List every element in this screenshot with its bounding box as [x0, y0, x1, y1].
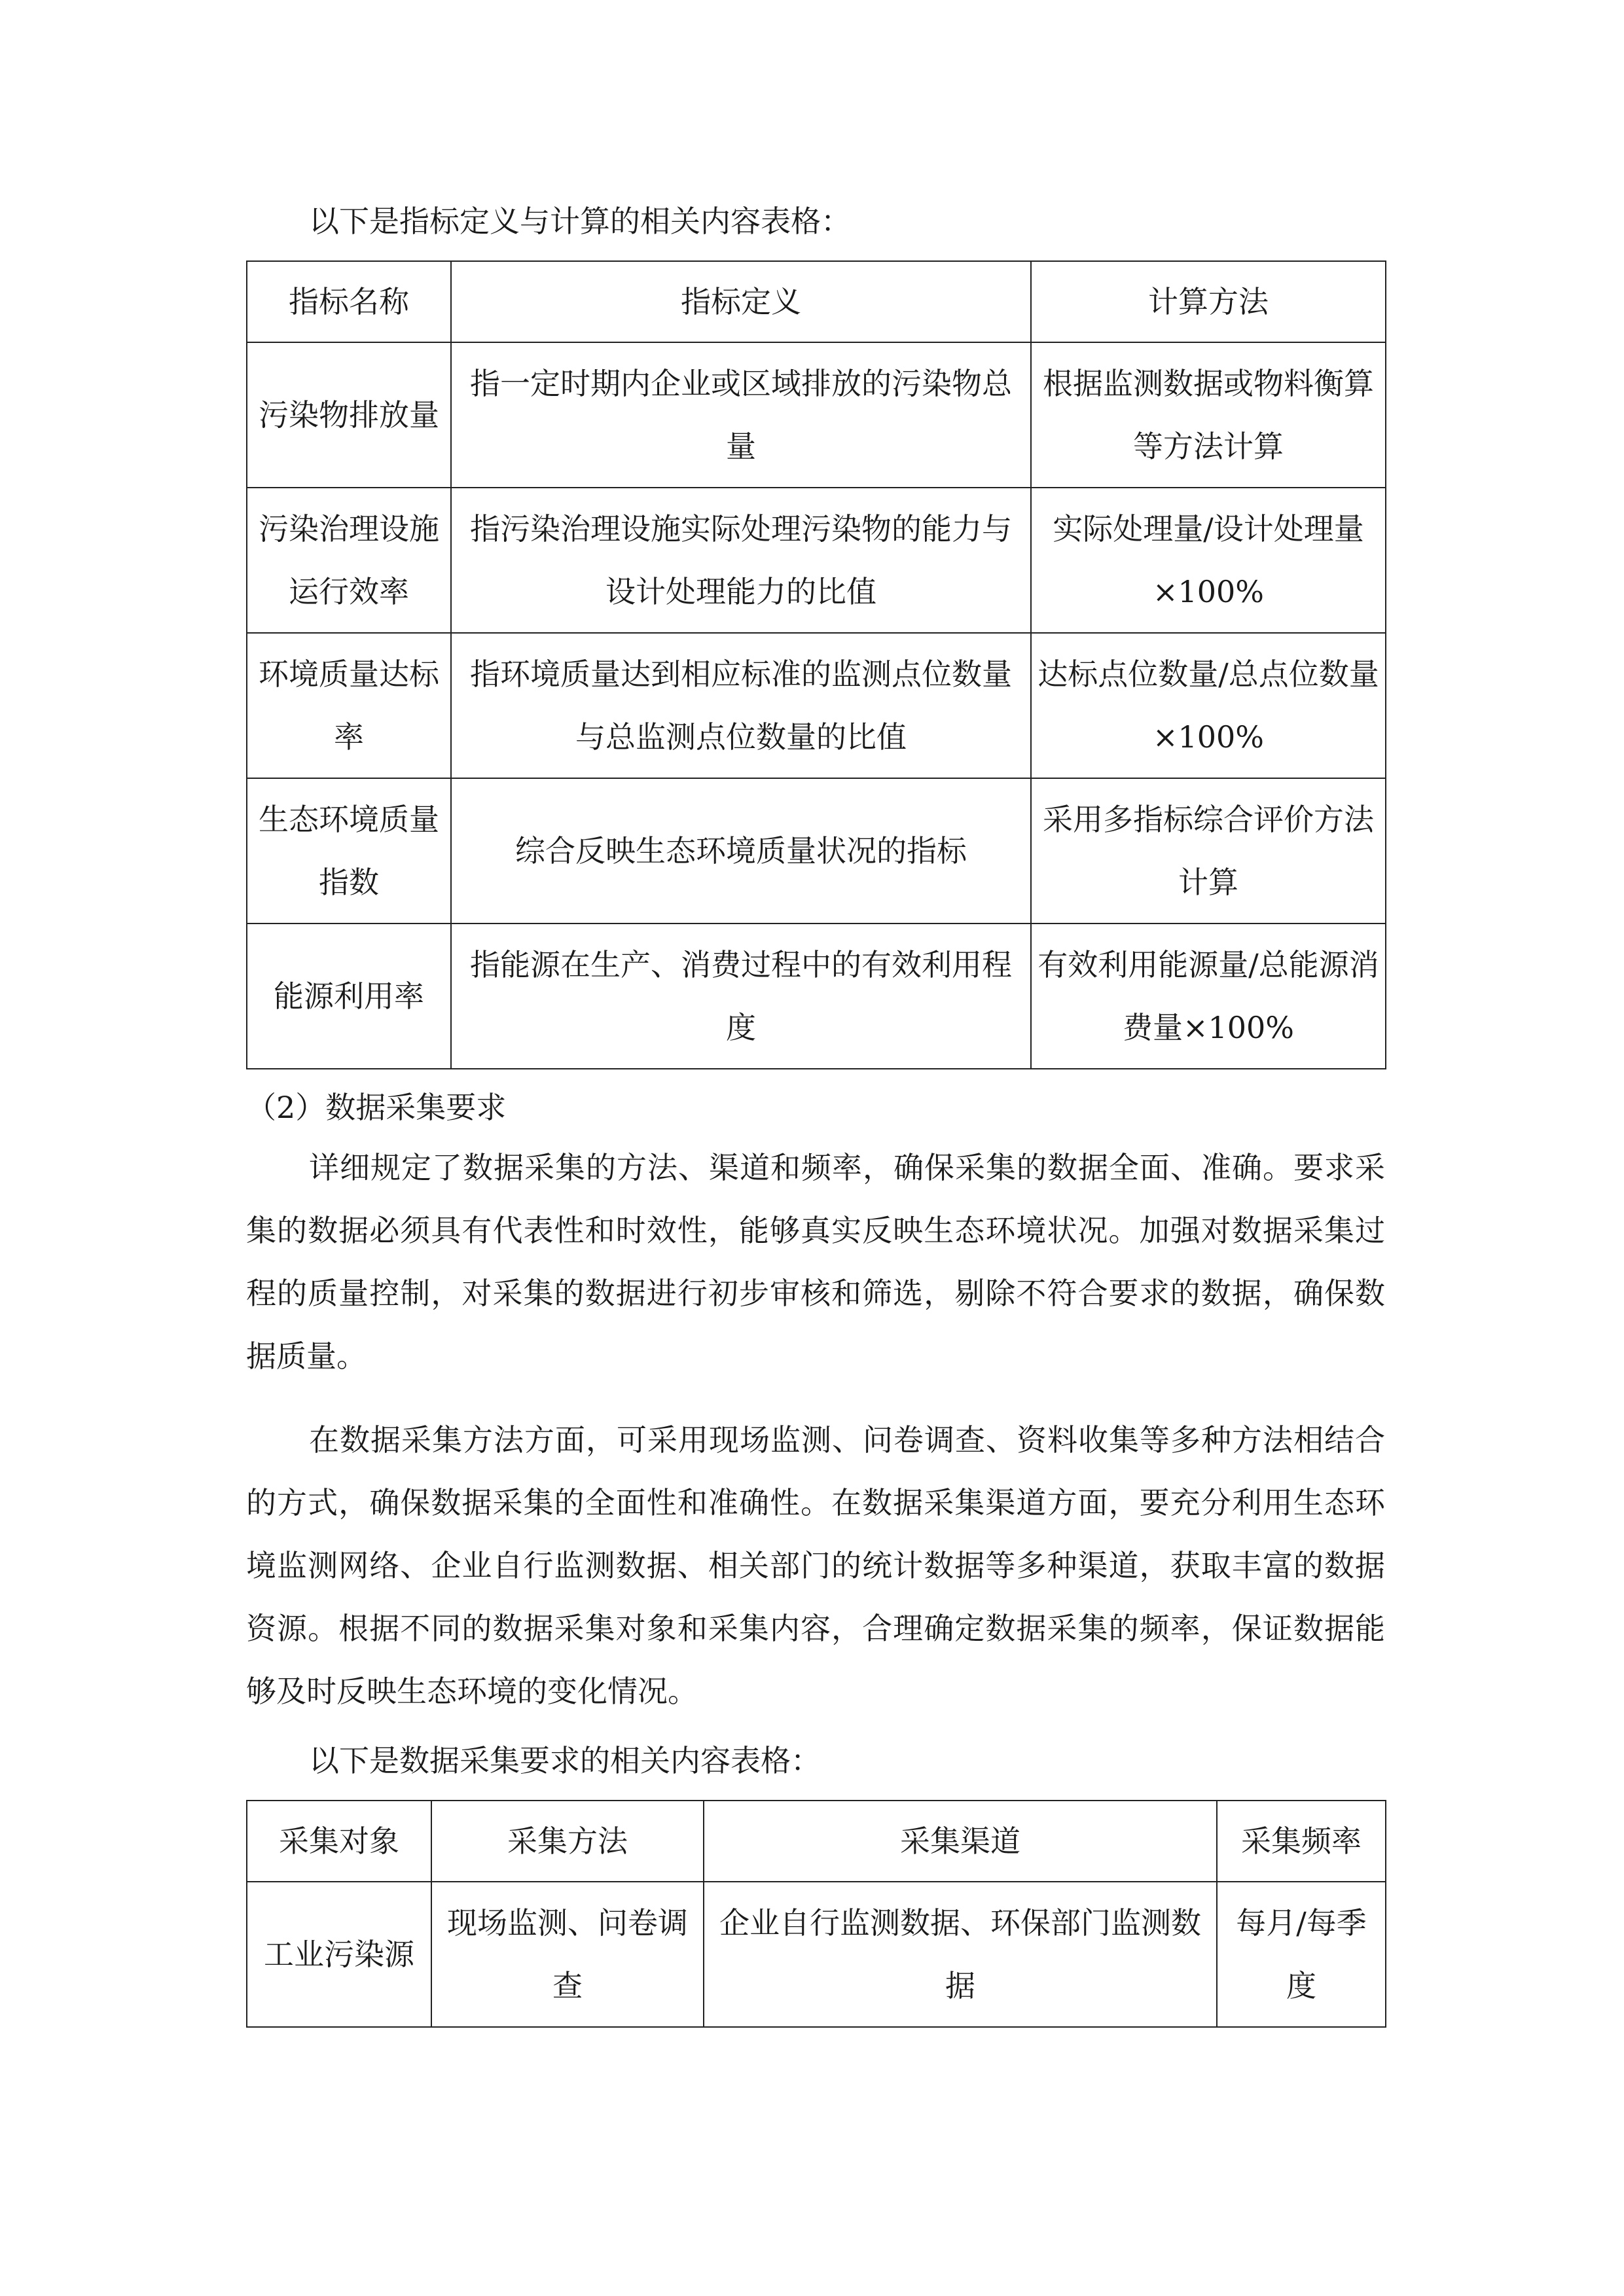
indicator-name-cell: 能源利用率: [247, 924, 451, 1069]
body-paragraph: 在数据采集方法方面，可采用现场监测、问卷调查、资料收集等多种方法相结合的方式，确保数据采集的全面性和准确性。在数据采集渠道方面，要充分利用生态环境监测网络、企业自行监测数据、相关部门的统计数据等多种渠道，获取丰富的数据资源。根据不同的数据采集对象和采集内容，合理确定数据采集的频率，保证数据能够及时反映生态环境的变化情况。: [246, 1422, 1385, 1709]
column-header-collection-channel: 采集渠道: [704, 1801, 1217, 1882]
indicator-definition-cell: 综合反映生态环境质量状况的指标: [451, 778, 1031, 924]
data-collection-table: [246, 1800, 1386, 2028]
table1-intro: 以下是指标定义与计算的相关内容表格：: [309, 204, 851, 239]
column-header-collection-object: 采集对象: [247, 1801, 431, 1882]
column-header-indicator-name: 指标名称: [247, 261, 451, 342]
indicator-name-cell: 生态环境质量指数: [247, 778, 451, 924]
table-row: [247, 488, 1386, 633]
table-row: [247, 342, 1386, 488]
table-row: [247, 924, 1386, 1069]
indicator-name-cell: 环境质量达标率: [247, 633, 451, 778]
table-row: [247, 778, 1386, 924]
calculation-method-cell: 有效利用能源量/总能源消费量×100%: [1031, 924, 1386, 1069]
column-header-indicator-definition: 指标定义: [451, 261, 1031, 342]
calculation-method-cell: 达标点位数量/总点位数量×100%: [1031, 633, 1386, 778]
indicator-name-cell: 污染治理设施运行效率: [247, 488, 451, 633]
table-header-row: [247, 1801, 1386, 1882]
collection-channel-cell: 企业自行监测数据、环保部门监测数据: [704, 1882, 1217, 2027]
calculation-method-cell: 采用多指标综合评价方法计算: [1031, 778, 1386, 924]
calculation-method-cell: 根据监测数据或物料衡算等方法计算: [1031, 342, 1386, 488]
indicator-definition-cell: 指污染治理设施实际处理污染物的能力与设计处理能力的比值: [451, 488, 1031, 633]
section-heading: （2）数据采集要求: [246, 1090, 507, 1125]
column-header-collection-frequency: 采集频率: [1217, 1801, 1386, 1882]
column-header-calculation-method: 计算方法: [1031, 261, 1386, 342]
indicator-name-cell: 污染物排放量: [247, 342, 451, 488]
indicator-definition-cell: 指环境质量达到相应标准的监测点位数量与总监测点位数量的比值: [451, 633, 1031, 778]
collection-object-cell: 工业污染源: [247, 1882, 431, 2027]
indicator-definition-table: [246, 260, 1386, 1069]
column-header-collection-method: 采集方法: [431, 1801, 704, 1882]
collection-method-cell: 现场监测、问卷调查: [431, 1882, 704, 2027]
table-row: [247, 1882, 1386, 2027]
table-header-row: [247, 261, 1386, 342]
table2-intro: 以下是数据采集要求的相关内容表格：: [309, 1743, 821, 1778]
calculation-method-cell: 实际处理量/设计处理量×100%: [1031, 488, 1386, 633]
indicator-definition-cell: 指一定时期内企业或区域排放的污染物总量: [451, 342, 1031, 488]
collection-frequency-cell: 每月/每季度: [1217, 1882, 1386, 2027]
body-paragraph: 详细规定了数据采集的方法、渠道和频率，确保采集的数据全面、准确。要求采集的数据必须具有代表性和时效性，能够真实反映生态环境状况。加强对数据采集过程的质量控制，对采集的数据进行初步审核和筛选，剔除不符合要求的数据，确保数据质量。: [246, 1150, 1385, 1374]
table-row: [247, 633, 1386, 778]
indicator-definition-cell: 指能源在生产、消费过程中的有效利用程度: [451, 924, 1031, 1069]
